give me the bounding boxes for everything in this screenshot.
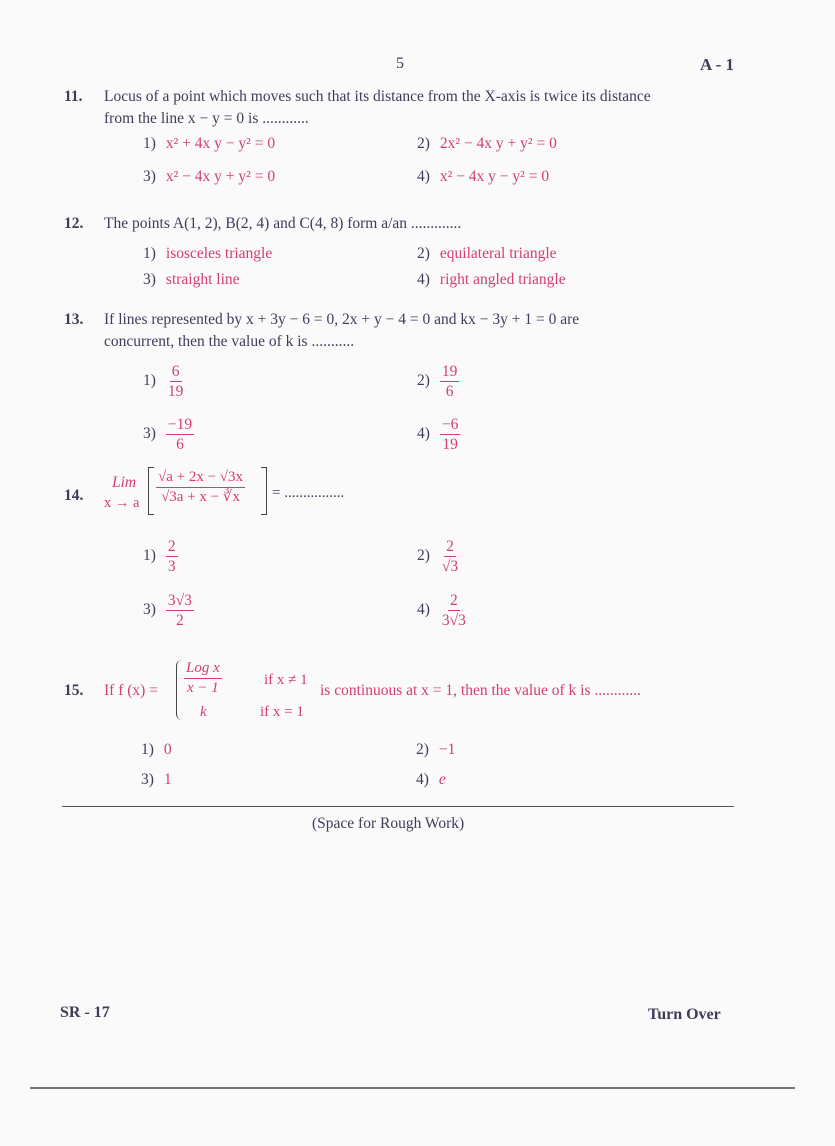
option-number: 2)	[416, 741, 429, 758]
fraction	[166, 591, 194, 630]
option-number: 2)	[417, 372, 430, 390]
left-bracket	[148, 467, 154, 515]
numerator: 3√3	[167, 592, 192, 609]
option-number: 4)	[417, 601, 430, 619]
question-number: 14.	[64, 487, 84, 504]
option-3[interactable]	[141, 769, 172, 791]
fraction	[166, 537, 178, 576]
option-value: x² − 4x y − y² = 0	[439, 168, 550, 185]
option-number: 2)	[417, 245, 430, 262]
numerator: 2	[167, 538, 176, 555]
question-text	[104, 309, 744, 353]
option-1[interactable]	[143, 243, 272, 265]
footer-series-code: SR - 17	[60, 1004, 110, 1021]
option-number: 4)	[417, 271, 430, 288]
right-bracket	[261, 467, 267, 515]
option-value: isosceles triangle	[165, 245, 273, 262]
option-3[interactable]	[143, 591, 194, 630]
option-value: 0	[163, 741, 172, 758]
option-value: x² + 4x y − y² = 0	[165, 135, 276, 152]
option-number: 2)	[417, 547, 430, 565]
numerator: 19	[441, 363, 458, 380]
denominator: √3	[441, 558, 459, 575]
function-prefix: If f (x) =	[104, 682, 158, 699]
option-2[interactable]	[417, 243, 557, 265]
option-number: 3)	[143, 168, 156, 185]
denominator: 6	[176, 436, 184, 453]
option-4[interactable]	[417, 166, 549, 188]
numerator: 2	[450, 592, 458, 609]
option-4[interactable]	[417, 591, 468, 630]
denominator: x − 1	[186, 680, 219, 696]
rough-work-label: (Space for Rough Work)	[312, 815, 465, 832]
option-number: 1)	[143, 135, 156, 152]
numerator: 6	[171, 363, 180, 380]
option-value: 2x² − 4x y + y² = 0	[439, 135, 557, 152]
option-2[interactable]	[416, 739, 455, 761]
limit-subscript: x → a	[104, 495, 140, 511]
option-1[interactable]	[141, 739, 172, 761]
option-2[interactable]	[417, 362, 459, 401]
option-number: 1)	[143, 372, 156, 390]
fraction	[440, 537, 460, 576]
option-number: 4)	[416, 771, 429, 788]
option-number: 1)	[141, 741, 154, 758]
case-2-value: k	[200, 704, 207, 720]
denominator: 3√3	[441, 612, 466, 629]
option-4[interactable]	[417, 415, 460, 454]
option-2[interactable]	[417, 133, 557, 155]
option-4[interactable]	[416, 769, 446, 791]
option-1[interactable]	[143, 133, 275, 155]
page-number: 5	[396, 55, 404, 72]
limit-fraction	[156, 468, 245, 507]
limit-tail: = ................	[272, 485, 345, 501]
option-value: e	[438, 771, 446, 788]
option-4[interactable]	[417, 269, 566, 291]
option-1[interactable]	[143, 362, 185, 401]
question-text-line: Locus of a point which moves such that its distance from the X-axis is twice its distance	[104, 88, 651, 105]
numerator: Log x	[184, 659, 222, 679]
paper-code: A - 1	[700, 55, 734, 74]
option-number: 4)	[417, 425, 430, 443]
question-text-line: concurrent, then the value of k is ...........	[104, 333, 355, 350]
numerator: √a + 2x − √3x	[156, 468, 245, 488]
case-1-fraction	[184, 659, 222, 698]
option-3[interactable]	[143, 415, 194, 454]
denominator: √3a + x − ∛x	[161, 489, 240, 505]
option-1[interactable]	[143, 537, 178, 576]
question-number: 13.	[64, 311, 84, 328]
question-text: is continuous at x = 1, then the value of k is ............	[320, 682, 641, 699]
fraction	[156, 468, 245, 507]
fraction	[440, 415, 461, 454]
option-number: 3)	[141, 771, 154, 788]
case-2-condition: if x = 1	[260, 704, 304, 720]
bottom-edge-line	[30, 1087, 795, 1089]
option-3[interactable]	[143, 166, 275, 188]
denominator: 19	[442, 436, 458, 453]
option-number: 2)	[417, 135, 430, 152]
denominator: 2	[176, 612, 184, 629]
question-number: 12.	[64, 215, 84, 232]
fraction	[184, 659, 222, 698]
option-value: −1	[438, 741, 456, 758]
option-value: straight line	[165, 271, 240, 288]
denominator: 6	[445, 383, 454, 400]
footer-turn-over: Turn Over	[648, 1006, 721, 1023]
option-number: 3)	[143, 271, 156, 288]
option-2[interactable]	[417, 537, 460, 576]
option-number: 1)	[143, 245, 156, 262]
fraction	[166, 362, 186, 401]
question-number: 11.	[64, 88, 83, 105]
denominator: 3	[167, 558, 176, 575]
option-value: 1	[163, 771, 172, 788]
option-value: x² − 4x y + y² = 0	[165, 168, 276, 185]
numerator: 2	[446, 538, 454, 555]
case-1-condition: if x ≠ 1	[264, 672, 308, 688]
option-number: 3)	[143, 601, 156, 619]
option-value: right angled triangle	[439, 271, 566, 288]
option-number: 3)	[143, 425, 156, 443]
question-number: 15.	[64, 682, 84, 699]
fraction	[440, 591, 468, 630]
fraction	[440, 362, 460, 401]
option-number: 4)	[417, 168, 430, 185]
question-text-line: If lines represented by x + 3y − 6 = 0, 2x + y − 4 = 0 and kx − 3y + 1 = 0 are	[104, 311, 580, 328]
question-text-line: from the line x − y = 0 is ............	[104, 110, 309, 127]
option-value: equilateral triangle	[439, 245, 557, 262]
numerator: −6	[441, 416, 459, 433]
limit-label: Lim	[112, 474, 137, 491]
divider	[62, 806, 734, 807]
option-number: 1)	[143, 547, 156, 565]
question-text: The points A(1, 2), B(2, 4) and C(4, 8) form a/an .............	[104, 215, 462, 232]
denominator: 19	[167, 383, 184, 400]
question-text	[104, 86, 744, 130]
fraction	[166, 415, 194, 454]
piecewise-brace	[176, 660, 183, 720]
numerator: −19	[167, 416, 193, 433]
option-3[interactable]	[143, 269, 240, 291]
